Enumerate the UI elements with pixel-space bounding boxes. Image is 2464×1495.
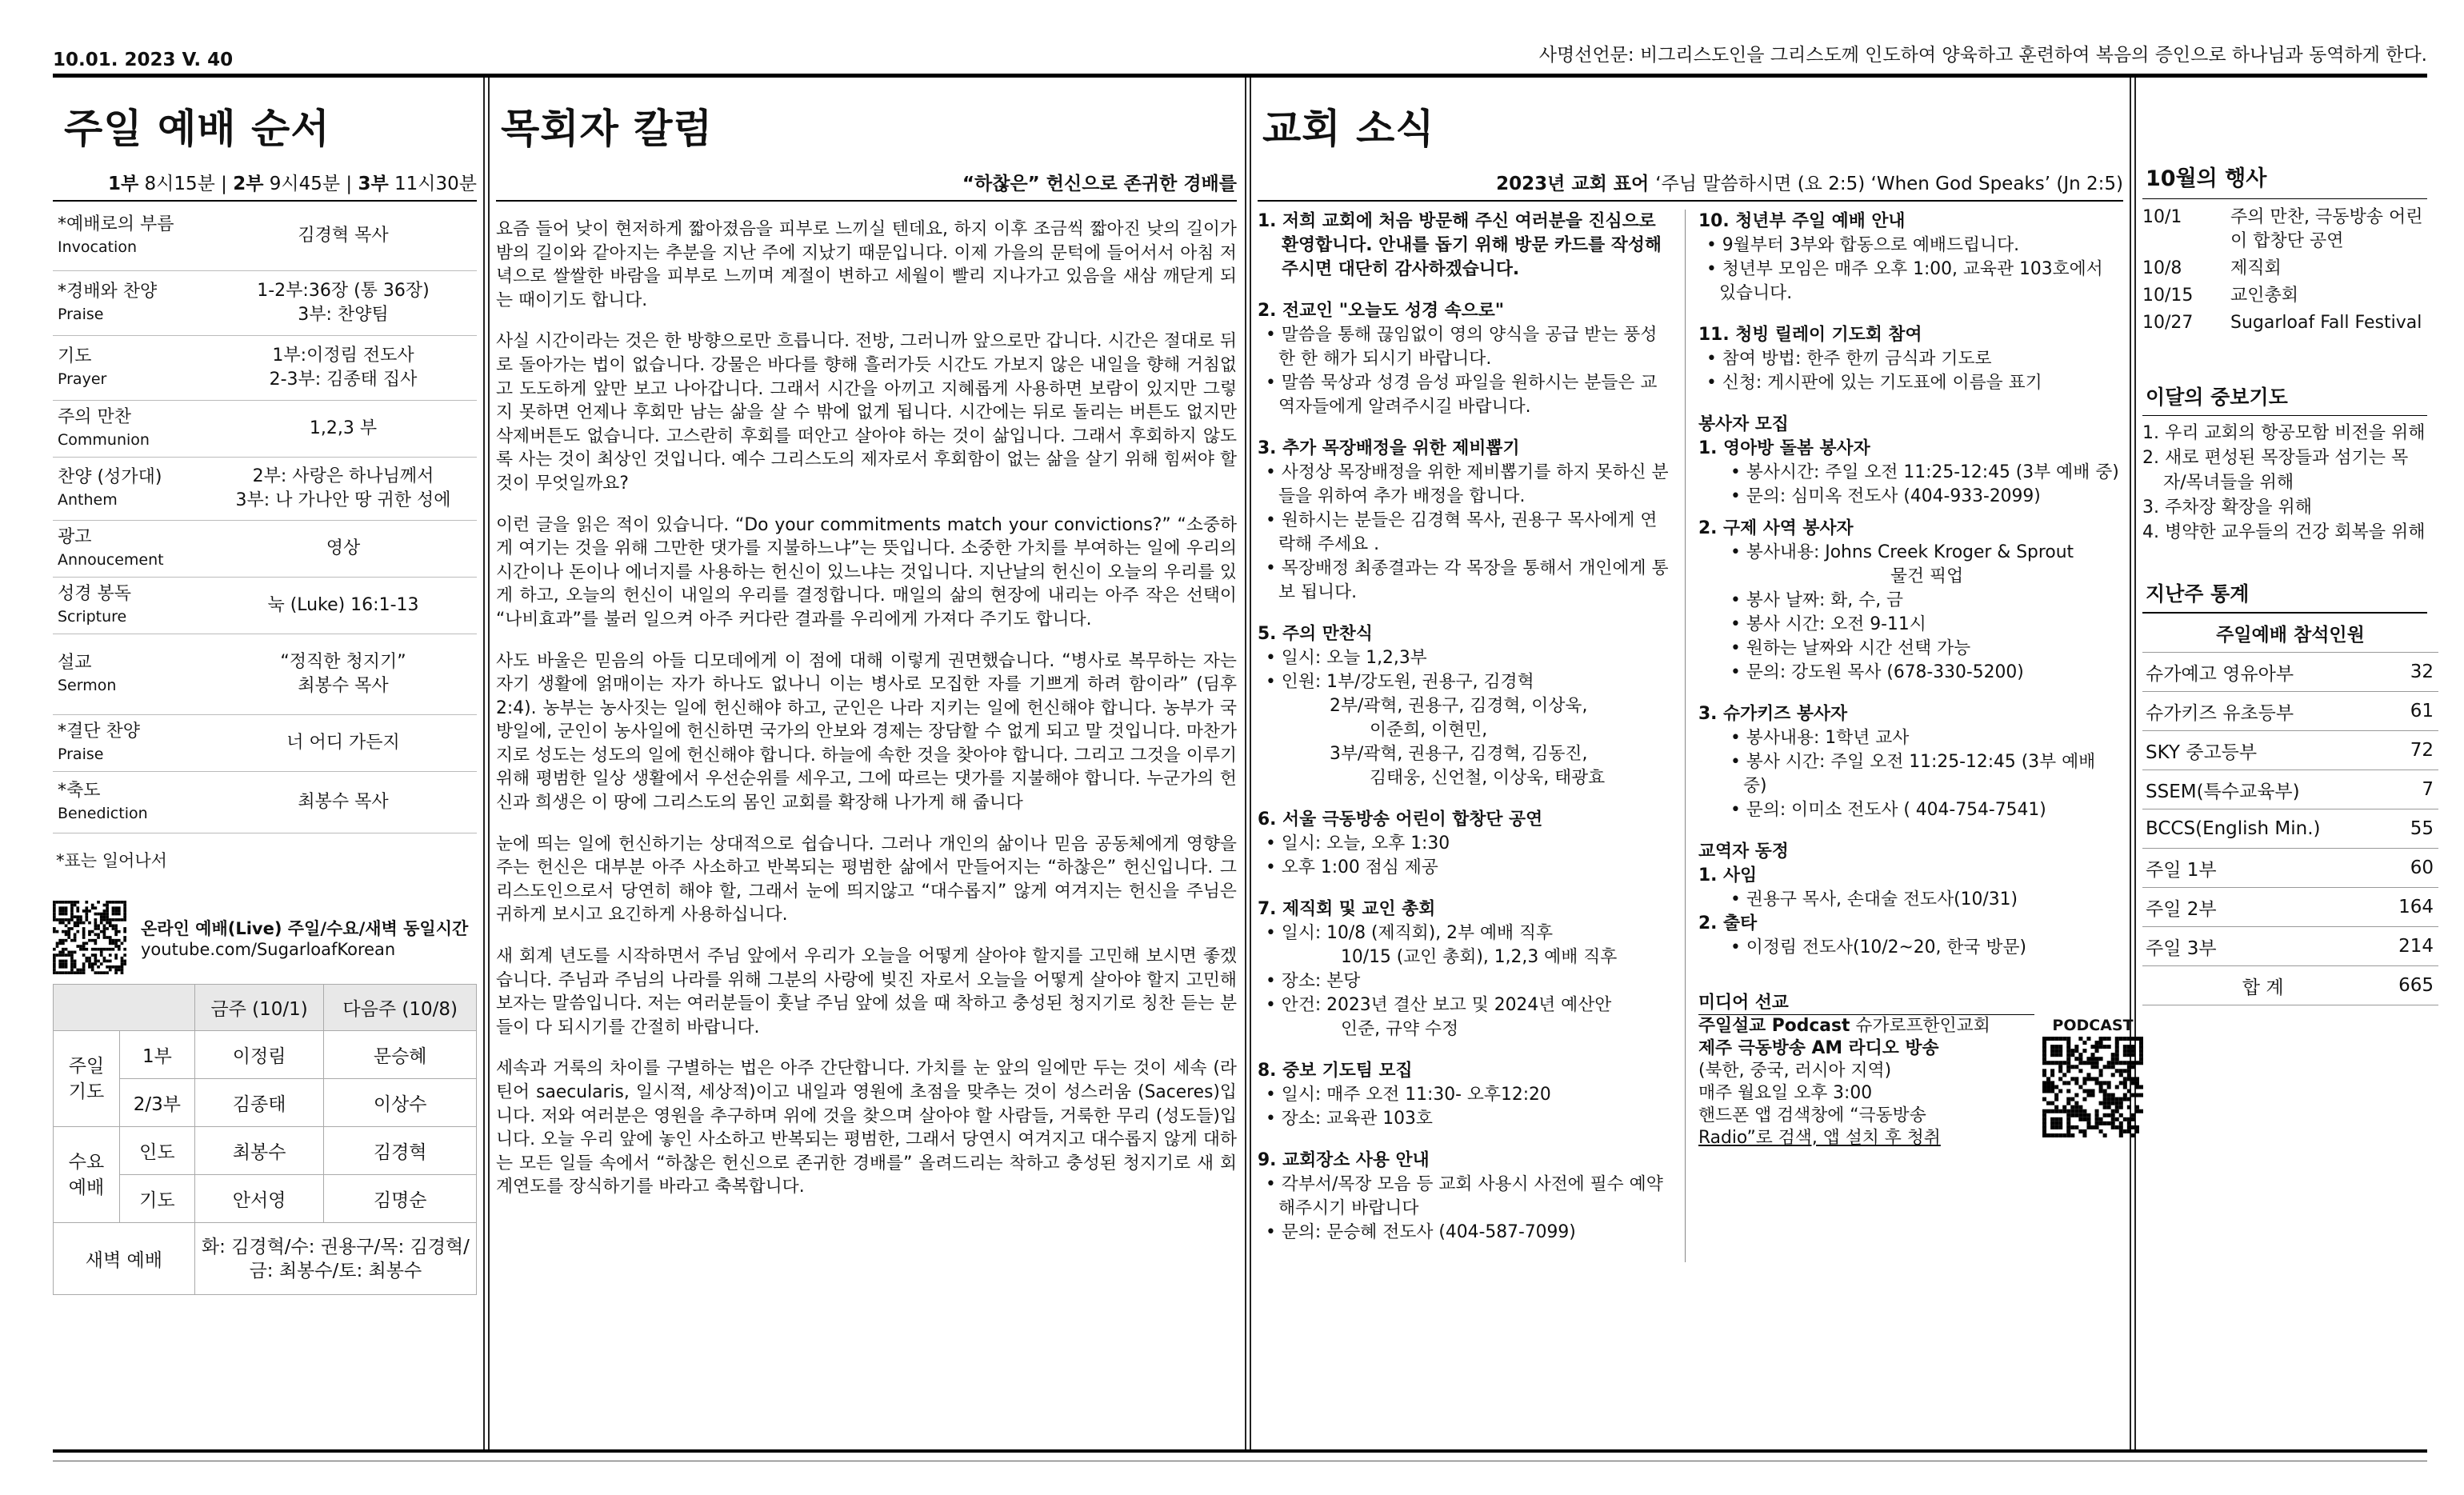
media-line: 핸드폰 앱 검색창에 “극동방송 bbox=[1698, 1105, 1926, 1125]
news-bullet: • 목장배정 최종결과는 각 목장을 통해서 개인에게 통보 됩니다. bbox=[1266, 558, 1669, 602]
news-bullet: • 문의: 문승혜 전도사 (404-587-7099) bbox=[1266, 1222, 1576, 1242]
order-label-en: Sermon bbox=[58, 677, 117, 694]
church-motto bbox=[1258, 169, 2123, 195]
volunteer-kids bbox=[1698, 702, 2122, 822]
order-label bbox=[53, 780, 210, 825]
news-bullet: • 사정상 목장배정을 위한 제비뽑기를 하지 못하신 분들을 위하여 추가 배정을 합니다. bbox=[1266, 462, 1669, 506]
news-item-10 bbox=[1698, 210, 2122, 306]
news-bullet-text: 봉사 시간: 주일 오전 11:25-12:45 (3부 예배 중) bbox=[1743, 752, 2096, 796]
title-rule bbox=[496, 200, 1237, 202]
news-item-heading: 11. 청빙 릴레이 기도회 참여 bbox=[1698, 325, 1922, 345]
news-bullet: • 각부서/목장 모음 등 교회 사용시 사전에 필수 예약 해주시기 바랍니다 bbox=[1266, 1174, 1663, 1218]
events-list bbox=[2142, 206, 2427, 335]
divider bbox=[2130, 78, 2131, 1449]
table-row bbox=[2142, 927, 2438, 966]
col-next-week: 다음주 (10/8) bbox=[324, 985, 477, 1031]
stat-label: 슈가예고 영유아부 bbox=[2142, 653, 2383, 692]
order-label-ko: 광고 bbox=[58, 527, 92, 547]
event-item bbox=[2142, 257, 2427, 281]
stat-value: 55 bbox=[2383, 809, 2438, 849]
column-body bbox=[496, 218, 1237, 1199]
row-label: 2/3부 bbox=[120, 1079, 195, 1127]
news-bullet-text: 문의: 심미옥 전도사 (404-933-2099) bbox=[1746, 486, 2041, 506]
news-item-9 bbox=[1258, 1149, 1674, 1245]
news-bullet-text: 오후 1:00 점심 제공 bbox=[1281, 857, 1438, 877]
table-row bbox=[2142, 731, 2438, 770]
order-value: 너 어디 가든지 bbox=[286, 733, 400, 753]
news-item-heading: 6. 서울 극동방송 어린이 합창단 공연 bbox=[1258, 809, 1543, 829]
news-bullet: • 신청: 게시판에 있는 기도표에 이름을 표기 bbox=[1706, 373, 2042, 393]
table-row bbox=[2142, 849, 2438, 888]
divider bbox=[2134, 78, 2136, 1449]
total-row bbox=[2142, 966, 2438, 1005]
stat-value: 61 bbox=[2383, 692, 2438, 731]
media-line: 매주 월요일 오후 3:00 bbox=[1698, 1083, 1873, 1103]
column-paragraph: 요즘 들어 낮이 현저하게 짧아졌음을 피부로 느끼실 텐데요, 하지 이후 조금씩 짧아진 낮의 길이가 밤의 길이와 같아지는 추분을 지난 주에 지났기 때문입니다. 이제 가을의 문턱에 들어서서 아침 저녁으로 쌀쌀한 바람을 피부로 느끼며 계절이 변하고 세월이 빨리 지나가고 있음을 새삼 깨닫게 되는 때이기도 합니다. bbox=[496, 219, 1237, 310]
stats-title: 지난주 통계 bbox=[2146, 582, 2250, 606]
stat-label: 주일 2부 bbox=[2142, 888, 2383, 927]
news-left bbox=[1258, 210, 1686, 1262]
mission-statement: 사명선언문: 비그리스도인을 그리스도께 인도하여 양육하고 훈련하여 복음의 증인으로 하나님과 동역하게 한다. bbox=[1538, 45, 2427, 66]
column-paragraph: 사도 바울은 믿음의 아들 디모데에게 이 점에 대해 이렇게 권면했습니다. “병사로 복무하는 자는 자기 생활에 얽매이는 자가 하나도 없나니 이는 병사로 모집한 자를 기쁘게 하려 함이라” (딤후 2:4). 농부는 농사짓는 일에 헌신해야 하고, 군인은 나라 지키는 일에 헌신해야 합니다. 농부가 국방일에, 군인이 농사일에 헌신하면 국가의 안보와 경제는 장담할 수 없게 되고 말 것입니다. 마찬가지로 성도는 성도의 일에 헌신해야 합니다. 하늘에 속한 것을 찾아야 합니다. 그리고 그것을 이루기 위해 평범한 일상 생활에서 우선순위를 세우고, 그에 따르는 댓가를 지불해야 합니다. 누군가의 헌신과 희생은 이 땅에 그리스도의 몸인 교회를 확장해 나가게 해 줍니다 bbox=[496, 650, 1237, 813]
table-header bbox=[2142, 614, 2438, 653]
order-value: 영상 bbox=[326, 538, 361, 558]
event-title: Sugarloaf Fall Festival bbox=[2230, 313, 2422, 333]
order-label bbox=[53, 583, 210, 628]
news-bullet: • 봉사시간: 주일 오전 11:25-12:45 (3부 예배 중) bbox=[1730, 462, 2119, 482]
side-column bbox=[2142, 78, 2434, 1005]
divider bbox=[1245, 78, 1246, 1449]
order-label-ko: 설교 bbox=[58, 653, 92, 673]
news-bullet-text: 목장배정 최종결과는 각 목장을 통해서 개인에게 통보 됩니다. bbox=[1278, 558, 1669, 602]
divider bbox=[1250, 78, 1251, 1449]
news-bullet-text: 일시: 오늘, 오후 1:30 bbox=[1281, 833, 1450, 853]
worship-title: 주일 예배 순서 bbox=[64, 106, 330, 152]
podcast-qr-block bbox=[2042, 992, 2143, 1149]
column-paragraph: 세속과 거룩의 차이를 구별하는 법은 아주 간단합니다. 가치를 눈 앞의 일에만 두는 것이 세속 (라틴어 saecularis, 일시적, 세상적)이고 내일과 영원에 초점을 맞추는 것이 성스러움 (Saceres)입니다. 저와 여러분은 영원을 추구하며 위에 것을 찾으며 살아야 할 사람들, 거룩한 무리 (성도들)입니다. 오늘 우리 앞에 놓인 사소하고 반복되는 평범한, 그래서 당연시 여겨지고 대수롭지 않게 대하는 모든 일들 속에서 “하찮은 헌신으로 존귀한 경배를” 올려드리는 착하고 충성된 청지기로 새 회계연도를 장식하기를 바라고 축복합니다. bbox=[496, 1058, 1237, 1197]
service-times bbox=[53, 169, 477, 195]
event-item bbox=[2142, 206, 2427, 254]
order-value: 1-2부:36장 (통 36장) 3부: 찬양팀 bbox=[257, 281, 430, 325]
news-bullet: • 장소: 교육관 103호 bbox=[1266, 1109, 1433, 1129]
news-bullet: • 말씀을 통해 끊임없이 영의 양식을 공급 받는 풍성한 한 해가 되시기 바랍니다. bbox=[1266, 325, 1658, 369]
service-time-label: 2부 bbox=[233, 174, 264, 194]
order-label bbox=[53, 526, 210, 571]
volunteer-subheading: 3. 슈가키즈 봉사자 bbox=[1698, 704, 1848, 724]
news-bullet-text: 봉사 날짜: 화, 수, 금 bbox=[1746, 590, 1904, 610]
news-bullet: • 오후 1:00 점심 제공 bbox=[1266, 857, 1438, 877]
prayer-list bbox=[2142, 421, 2427, 545]
motto-text: ‘주님 말씀하시면 (요 2:5) ‘When God Speaks’ (Jn 2:5) bbox=[1655, 174, 2123, 194]
staff-subheading: 2. 출타 bbox=[1698, 913, 1758, 933]
row-label: 기도 bbox=[120, 1175, 195, 1223]
news-bullet-text: 문의: 문승혜 전도사 (404-587-7099) bbox=[1281, 1222, 1576, 1242]
divider bbox=[488, 78, 490, 1449]
news-bullet-text: 안건: 2023년 결산 보고 및 2024년 예산안 bbox=[1281, 995, 1612, 1015]
stat-value: 60 bbox=[2383, 849, 2438, 888]
order-label-ko: 주의 만찬 bbox=[58, 407, 132, 427]
media-line: (북한, 중국, 러시아 지역) bbox=[1698, 1061, 1892, 1081]
stat-label: 주일 1부 bbox=[2142, 849, 2383, 888]
news-bullet-text: 문의: 강도원 목사 (678-330-5200) bbox=[1746, 662, 2024, 682]
news-line: 10/15 (교인 총회), 1,2,3 예배 직후 bbox=[1341, 947, 1618, 967]
news-line: 김태웅, 신언철, 이상욱, 태광효 bbox=[1370, 768, 1606, 788]
order-row bbox=[53, 271, 477, 336]
order-label-en: Praise bbox=[58, 306, 104, 323]
news-item-heading: 9. 교회장소 사용 안내 bbox=[1258, 1150, 1430, 1170]
divider bbox=[483, 78, 485, 1449]
event-title: 교인총회 bbox=[2230, 286, 2299, 306]
order-value: 1부:이정림 전도사 2-3부: 김종태 집사 bbox=[269, 346, 418, 390]
order-label-ko: *축도 bbox=[58, 781, 101, 801]
news-right bbox=[1686, 210, 2134, 1262]
news-bullet-text: 참여 방법: 한주 한끼 금식과 기도로 bbox=[1722, 349, 1992, 369]
stat-value: 72 bbox=[2383, 731, 2438, 770]
news-bullet-text: 문의: 이미소 전도사 ( 404-754-7541) bbox=[1746, 800, 2046, 820]
news-item-heading: 10. 청년부 주일 예배 안내 bbox=[1698, 211, 1906, 231]
pastor-column bbox=[496, 78, 1237, 1217]
event-title: 주의 만찬, 극동방송 어린이 합창단 공연 bbox=[2230, 207, 2423, 251]
news-bullet-text: 각부서/목장 모음 등 교회 사용시 사전에 필수 예약 해주시기 바랍니다 bbox=[1278, 1174, 1663, 1218]
column-subtitle: “하찮은” 헌신으로 존귀한 경배를 bbox=[962, 174, 1237, 194]
table-row bbox=[2142, 888, 2438, 927]
stat-label: SKY 중고등부 bbox=[2142, 731, 2383, 770]
volunteer-subheading: 2. 구제 사역 봉사자 bbox=[1698, 518, 1854, 538]
order-label-en: Anthem bbox=[58, 491, 118, 509]
order-label-ko: 찬양 (성가대) bbox=[58, 467, 162, 487]
event-date: 10/8 bbox=[2142, 258, 2182, 278]
sunday-prayer-label: 주일 기도 bbox=[54, 1031, 120, 1127]
table-row bbox=[54, 1223, 477, 1295]
news-body bbox=[1258, 210, 2134, 1262]
news-bullet: • 인원: 1부/강도원, 권용구, 김경혁 bbox=[1266, 672, 1534, 692]
order-row bbox=[53, 634, 477, 715]
event-title: 제직회 bbox=[2230, 258, 2282, 278]
table-row bbox=[2142, 770, 2438, 809]
news-bullet: • 안건: 2023년 결산 보고 및 2024년 예산안 bbox=[1266, 995, 1612, 1015]
order-value: 1,2,3 부 bbox=[309, 418, 378, 438]
news-bullet-text: 사정상 목장배정을 위한 제비뽑기를 하지 못하신 분들을 위하여 추가 배정을 합니다. bbox=[1278, 462, 1669, 506]
order-row bbox=[53, 772, 477, 833]
news-line: 이준희, 이현민, bbox=[1370, 720, 1488, 740]
order-label-en: Annoucement bbox=[58, 551, 164, 569]
news-line: 2부/곽혁, 권용구, 김경혁, 이상욱, bbox=[1330, 696, 1588, 716]
attendance-rows bbox=[2142, 653, 2438, 966]
news-bullet-text: 원하는 날짜와 시간 선택 가능 bbox=[1746, 638, 1971, 658]
youtube-link[interactable]: youtube.com/SugarloafKorean bbox=[141, 940, 396, 959]
order-label-ko: *예배로의 부름 bbox=[58, 214, 174, 234]
stat-label: 주일 3부 bbox=[2142, 927, 2383, 966]
order-label-en: Prayer bbox=[58, 370, 107, 388]
column-paragraph: 눈에 띄는 일에 헌신하기는 상대적으로 쉽습니다. 그러나 개인의 삶이나 믿음 공동체에게 영향을 주는 헌신은 대부분 아주 사소하고 반복되는 평범한 삶에서 만들어지는 “하찮은” 헌신입니다. 그리스도인으로서 당연히 해야 할, 그래서 눈에 띄지않고 “대수롭지” 않게 여겨지는 헌신을 주님은 귀하게 보시고 요긴하게 사용하십니다. bbox=[496, 833, 1237, 925]
stat-label: 슈가키즈 유초등부 bbox=[2142, 692, 2383, 731]
order-row bbox=[53, 202, 477, 271]
news-bullet: • 문의: 이미소 전도사 ( 404-754-7541) bbox=[1730, 800, 2046, 820]
row-label: 1부 bbox=[120, 1031, 195, 1079]
news-item-3 bbox=[1258, 437, 1674, 605]
column-paragraph: 사실 시간이라는 것은 한 방향으로만 흐릅니다. 전방, 그러니까 앞으로만 갑니다. 시간은 절대로 뒤로 돌아가는 법이 없습니다. 강물은 바다를 향해 흘러가듯 시간도 가보지 않은 내일을 향해 거침없고 도도하게 앞만 보고 나아갑니다. 그래서 시간을 아끼고 지혜롭게 사용하면 보람이 있지만 그렇지 못하면 언제나 후회만 남는 삶을 살 수 밖에 없게 됩니다. 시간에는 뒤로 돌리는 버튼도 없지만 삭제버튼도 없습니다. 고스란히 후회를 떠안고 살아야 하는 것이 삶입니다. 그래서 후회하지 않도록 사는 것이 최상인 것입니다. 예수 그리스도의 제자로서 후회함이 없는 삶을 살기 위해 힘써야 할 것이 무엇일까요? bbox=[496, 331, 1237, 494]
motto-label: 2023년 교회 표어 bbox=[1496, 174, 1650, 194]
order-label bbox=[53, 281, 210, 326]
stand-note: *표는 일어나서 bbox=[56, 851, 167, 870]
news-line: 인준, 규약 수정 bbox=[1341, 1019, 1459, 1039]
order-row bbox=[53, 715, 477, 772]
news-bullet: • 장소: 본당 bbox=[1266, 971, 1361, 991]
total-value: 665 bbox=[2383, 966, 2438, 1005]
cell: 이상수 bbox=[324, 1079, 477, 1127]
news-bullet: • 봉사내용: Johns Creek Kroger & Sprout bbox=[1730, 542, 2074, 562]
masthead bbox=[53, 32, 2427, 70]
order-label-ko: *결단 찬양 bbox=[58, 722, 141, 742]
podcast-qr-code[interactable] bbox=[2042, 1037, 2143, 1137]
media-line: Radio”로 검색, 앱 설치 후 청취 bbox=[1698, 1128, 1941, 1148]
order-label bbox=[53, 406, 210, 451]
order-value: “정직한 청지기” 최봉수 목사 bbox=[280, 652, 406, 696]
events-title: 10월의 행사 bbox=[2146, 166, 2267, 191]
news-bullet-text: 말씀 묵상과 성경 음성 파일을 원하시는 분들은 교역자들에게 알려주시길 바랍니다. bbox=[1278, 373, 1658, 417]
news-bullet-text: 장소: 교육관 103호 bbox=[1281, 1109, 1433, 1129]
time-separator: | bbox=[214, 174, 234, 194]
news-bullet-text: 권용구 목사, 손대술 전도사(10/31) bbox=[1746, 889, 2018, 909]
stat-value: 164 bbox=[2383, 888, 2438, 927]
order-label-en: Scripture bbox=[58, 608, 127, 626]
column-title: 목회자 칼럼 bbox=[501, 106, 713, 152]
news-item-heading: 2. 전교인 "오늘도 성경 속으로" bbox=[1258, 301, 1505, 321]
service-time: 9시45분 bbox=[263, 174, 341, 194]
news-bullet-text: 봉사 시간: 오전 9-11시 bbox=[1746, 614, 1926, 634]
podcast-label-qr: PODCAST bbox=[2052, 1017, 2134, 1034]
worship-order-list bbox=[53, 202, 477, 833]
stat-value: 32 bbox=[2383, 653, 2438, 692]
order-row bbox=[53, 336, 477, 401]
prayer-rule bbox=[2142, 415, 2427, 416]
volunteer-section bbox=[1698, 413, 2122, 509]
dawn-worship-schedule: 화: 김경혁/수: 권용구/목: 김경혁/ 금: 최봉수/토: 최봉수 bbox=[194, 1223, 476, 1295]
media-line bbox=[1698, 1015, 2034, 1037]
order-label-en: Invocation bbox=[58, 238, 137, 256]
news-bullet-text: 봉사내용: 1학년 교사 bbox=[1746, 728, 1910, 748]
volunteer-subheading: 1. 영아방 돌봄 봉사자 bbox=[1698, 438, 1870, 458]
order-row bbox=[53, 458, 477, 521]
event-date: 10/15 bbox=[2142, 286, 2194, 306]
news-bullet: • 권용구 목사, 손대술 전도사(10/31) bbox=[1730, 889, 2018, 909]
attendance-table-title: 주일예배 참석인원 bbox=[2142, 614, 2438, 653]
order-value: 2부: 사랑은 하나님께서 3부: 나 가나안 땅 귀한 성에 bbox=[235, 466, 451, 510]
news-bullet: • 일시: 오늘 1,2,3부 bbox=[1266, 648, 1427, 668]
order-label bbox=[53, 721, 210, 765]
total-label: 합 계 bbox=[2142, 966, 2383, 1005]
order-label-ko: 성경 봉독 bbox=[58, 584, 132, 604]
online-worship bbox=[53, 901, 477, 974]
table-corner bbox=[54, 985, 195, 1031]
event-date: 10/27 bbox=[2142, 313, 2194, 333]
news-bullet: • 봉사 날짜: 화, 수, 금 bbox=[1730, 590, 1904, 610]
cell: 문승혜 bbox=[324, 1031, 477, 1079]
stat-label: BCCS(English Min.) bbox=[2142, 809, 2383, 849]
order-label-en: Communion bbox=[58, 431, 150, 449]
column-paragraph: 이런 글을 읽은 적이 있습니다. “Do your commitments match your convictions?” “소중하게 여기는 것을 위해 그만한 댓가를 지불하느냐”는 뜻입니다. 소중한 가치를 부여하는 일에 우리의 시간이나 돈이나 에너지를 사용하는 헌신이 있느냐는 것입니다. 지난날의 헌신이 오늘의 우리를 있게 하고, 오늘의 헌신이 내일의 우리를 결정합니다. 매일의 삶의 현장에 내리는 아주 작은 선택이 “나비효과”를 불러 일으켜 아주 커다란 결과를 우리에게 가져다 주기도 합니다. bbox=[496, 514, 1237, 630]
issue-version: 10.01. 2023 V. 40 bbox=[53, 50, 234, 70]
stat-value: 7 bbox=[2383, 770, 2438, 809]
news-bullet-text: 신청: 게시판에 있는 기도표에 이름을 표기 bbox=[1722, 373, 2042, 393]
news-item-heading: 3. 추가 목장배정을 위한 제비뽑기 bbox=[1258, 438, 1520, 458]
news-bullet: • 원하는 날짜와 시간 선택 가능 bbox=[1730, 638, 1971, 658]
online-worship-label: 온라인 예배(Live) 주일/수요/새벽 동일시간 bbox=[141, 919, 469, 938]
news-item-5 bbox=[1258, 622, 1674, 790]
staff-subheading: 1. 사임 bbox=[1698, 865, 1758, 885]
time-separator: | bbox=[340, 174, 358, 194]
worship-column bbox=[53, 78, 477, 1295]
news-item-8 bbox=[1258, 1059, 1674, 1131]
news-bullet-text: 장소: 본당 bbox=[1281, 971, 1361, 991]
title-rule bbox=[1258, 200, 2123, 202]
cell: 안서영 bbox=[194, 1175, 324, 1223]
news-bullet-text: 봉사시간: 주일 오전 11:25-12:45 (3부 예배 중) bbox=[1746, 462, 2119, 482]
service-time: 8시15분 bbox=[138, 174, 215, 194]
news-bullet: • 원하시는 분들은 김경혁 목사, 권용구 목사에게 연락해 주세요 . bbox=[1266, 510, 1658, 554]
event-item bbox=[2142, 284, 2427, 308]
order-label-ko: *경배와 찬양 bbox=[58, 282, 158, 302]
table-row bbox=[54, 1031, 477, 1079]
news-line: 3부/곽혁, 권용구, 김경혁, 김동진, bbox=[1330, 744, 1588, 764]
news-bullet: • 봉사내용: 1학년 교사 bbox=[1730, 728, 1910, 748]
cell: 김종태 bbox=[194, 1079, 324, 1127]
news-bullet: • 문의: 강도원 목사 (678-330-5200) bbox=[1730, 662, 2024, 682]
news-bullet: • 일시: 10/8 (제직회), 2부 예배 직후 bbox=[1266, 923, 1554, 943]
news-item-6 bbox=[1258, 808, 1674, 880]
news-bullet: • 문의: 심미옥 전도사 (404-933-2099) bbox=[1730, 486, 2041, 506]
cell: 김명순 bbox=[324, 1175, 477, 1223]
news-bullet: • 봉사 시간: 오전 9-11시 bbox=[1730, 614, 1926, 634]
order-row bbox=[53, 401, 477, 458]
event-item bbox=[2142, 311, 2427, 335]
media-text bbox=[1698, 992, 2034, 1149]
staff-heading: 교역자 동정 bbox=[1698, 841, 1789, 861]
news-bullet-text: 봉사내용: Johns Creek Kroger & Sprout bbox=[1746, 542, 2074, 562]
wednesday-worship-label: 수요 예배 bbox=[54, 1127, 120, 1223]
news-bullet: • 이정림 전도사(10/2~20, 한국 방문) bbox=[1730, 937, 2027, 957]
table-header bbox=[54, 985, 477, 1031]
news-bullet-text: 말씀을 통해 끊임없이 영의 양식을 공급 받는 풍성한 한 해가 되시기 바랍니다. bbox=[1278, 325, 1658, 369]
service-time-label: 1부 bbox=[107, 174, 139, 194]
youtube-qr-code[interactable] bbox=[53, 901, 126, 974]
table-row bbox=[2142, 653, 2438, 692]
order-label bbox=[53, 466, 210, 511]
prayer-item: 3. 주차장 확장을 위해 bbox=[2142, 498, 2312, 518]
service-time: 11시30분 bbox=[388, 174, 477, 194]
events-rule bbox=[2142, 198, 2427, 199]
dawn-worship-label: 새벽 예배 bbox=[54, 1223, 195, 1295]
news-bullet-text: 9월부터 3부와 합동으로 예배드립니다. bbox=[1722, 235, 2020, 255]
staff-news bbox=[1698, 840, 2122, 960]
news-bullet: • 일시: 매주 오전 11:30- 오후12:20 bbox=[1266, 1085, 1551, 1105]
prayer-item: 1. 우리 교회의 항공모함 비전을 위해 bbox=[2142, 423, 2426, 443]
media-heading: 미디어 선교 bbox=[1698, 992, 2034, 1015]
order-label bbox=[53, 214, 210, 258]
attendance-table bbox=[2142, 614, 2438, 1005]
row-label: 인도 bbox=[120, 1127, 195, 1175]
stat-value: 214 bbox=[2383, 927, 2438, 966]
news-item-1: 1. 저희 교회에 처음 방문해 주신 여러분을 진심으로 환영합니다. 안내를 돕기 위해 방문 카드를 작성해 주시면 대단히 감사하겠습니다. bbox=[1258, 211, 1662, 279]
cell: 최봉수 bbox=[194, 1127, 324, 1175]
news-item-heading: 7. 제직회 및 교인 총회 bbox=[1258, 899, 1436, 919]
news-bullet-text: 인원: 1부/강도원, 권용구, 김경혁 bbox=[1281, 672, 1534, 692]
news-bullet: • 9월부터 3부와 합동으로 예배드립니다. bbox=[1706, 235, 2020, 255]
news-bullet: • 봉사 시간: 주일 오전 11:25-12:45 (3부 예배 중) bbox=[1730, 752, 2096, 796]
order-value: 최봉수 목사 bbox=[298, 792, 389, 812]
cell: 이정림 bbox=[194, 1031, 324, 1079]
order-label-en: Benediction bbox=[58, 805, 148, 822]
table-row bbox=[54, 1127, 477, 1175]
news-item-11 bbox=[1698, 323, 2122, 395]
col-this-week: 금주 (10/1) bbox=[194, 985, 324, 1031]
news-item-heading: 8. 중보 기도팀 모집 bbox=[1258, 1061, 1413, 1081]
media-mission bbox=[1698, 992, 2134, 1149]
table-row bbox=[2142, 809, 2438, 849]
news-item-7 bbox=[1258, 897, 1674, 1041]
news-bullet-text: 원하시는 분들은 김경혁 목사, 권용구 목사에게 연락해 주세요 . bbox=[1278, 510, 1658, 554]
news-bullet: • 말씀 묵상과 성경 음성 파일을 원하시는 분들은 교역자들에게 알려주시길 바랍니다. bbox=[1266, 373, 1658, 417]
service-time-label: 3부 bbox=[358, 174, 389, 194]
news-item-heading: 5. 주의 만찬식 bbox=[1258, 624, 1373, 644]
podcast-label: 주일설교 Podcast bbox=[1698, 1016, 1850, 1036]
bottom-rule bbox=[53, 1449, 2427, 1453]
media-line: 제주 극동방송 AM 라디오 방송 bbox=[1698, 1038, 1939, 1058]
order-row bbox=[53, 521, 477, 578]
stat-label: SSEM(특수교육부) bbox=[2142, 770, 2383, 809]
news-bullet-text: 일시: 10/8 (제직회), 2부 예배 직후 bbox=[1281, 923, 1554, 943]
news-item-2 bbox=[1258, 299, 1674, 419]
order-value: 눅 (Luke) 16:1-13 bbox=[267, 595, 419, 615]
table-row bbox=[2142, 692, 2438, 731]
news-title: 교회 소식 bbox=[1262, 106, 1435, 152]
prayer-item: 2. 새로 편성된 목장들과 섬기는 목자/목녀들을 위해 bbox=[2142, 448, 2409, 493]
order-label-en: Praise bbox=[58, 746, 104, 763]
news-bullet-text: 이정림 전도사(10/2~20, 한국 방문) bbox=[1746, 937, 2027, 957]
news-bullet: • 청년부 모임은 매주 오후 1:00, 교육관 103호에서 있습니다. bbox=[1706, 259, 2103, 303]
order-label bbox=[53, 346, 210, 390]
order-row bbox=[53, 578, 477, 634]
news-bullet: • 참여 방법: 한주 한끼 금식과 기도로 bbox=[1706, 349, 1992, 369]
order-label-ko: 기도 bbox=[58, 346, 92, 366]
volunteer-heading: 봉사자 모집 bbox=[1698, 414, 1789, 434]
duty-rota-table bbox=[53, 984, 477, 1295]
prayer-title: 이달의 중보기도 bbox=[2146, 386, 2288, 409]
volunteer-relief bbox=[1698, 517, 2122, 685]
news-column bbox=[1258, 78, 2134, 1262]
order-value: 김경혁 목사 bbox=[298, 226, 389, 246]
news-line: 물건 픽업 bbox=[1890, 566, 1964, 586]
podcast-church: 슈가로프한인교회 bbox=[1855, 1016, 1990, 1036]
news-bullet-text: 일시: 오늘 1,2,3부 bbox=[1281, 648, 1427, 668]
news-bullet-text: 청년부 모임은 매주 오후 1:00, 교육관 103호에서 있습니다. bbox=[1719, 259, 2103, 303]
order-label bbox=[53, 652, 210, 697]
column-paragraph: 새 회계 년도를 시작하면서 주님 앞에서 우리가 오늘을 어떻게 살아야 할지를 고민해 보시면 좋겠습니다. 주님과 주님의 나라를 위해 그분의 사랑에 빚진 자로서 오늘을 어떻게 살아야 할지 고민해보자는 말씀입니다. 저는 여러분들이 훗날 주님 앞에 섰을 때 착하고 충성된 청지기로 칭찬 듣는 분들이 다 되시기를 간절히 바랍니다. bbox=[496, 946, 1237, 1037]
cell: 김경혁 bbox=[324, 1127, 477, 1175]
event-date: 10/1 bbox=[2142, 207, 2182, 227]
news-bullet-text: 일시: 매주 오전 11:30- 오후12:20 bbox=[1281, 1085, 1551, 1105]
news-bullet: • 일시: 오늘, 오후 1:30 bbox=[1266, 833, 1450, 853]
prayer-item: 4. 병약한 교우들의 건강 회복을 위해 bbox=[2142, 522, 2426, 542]
